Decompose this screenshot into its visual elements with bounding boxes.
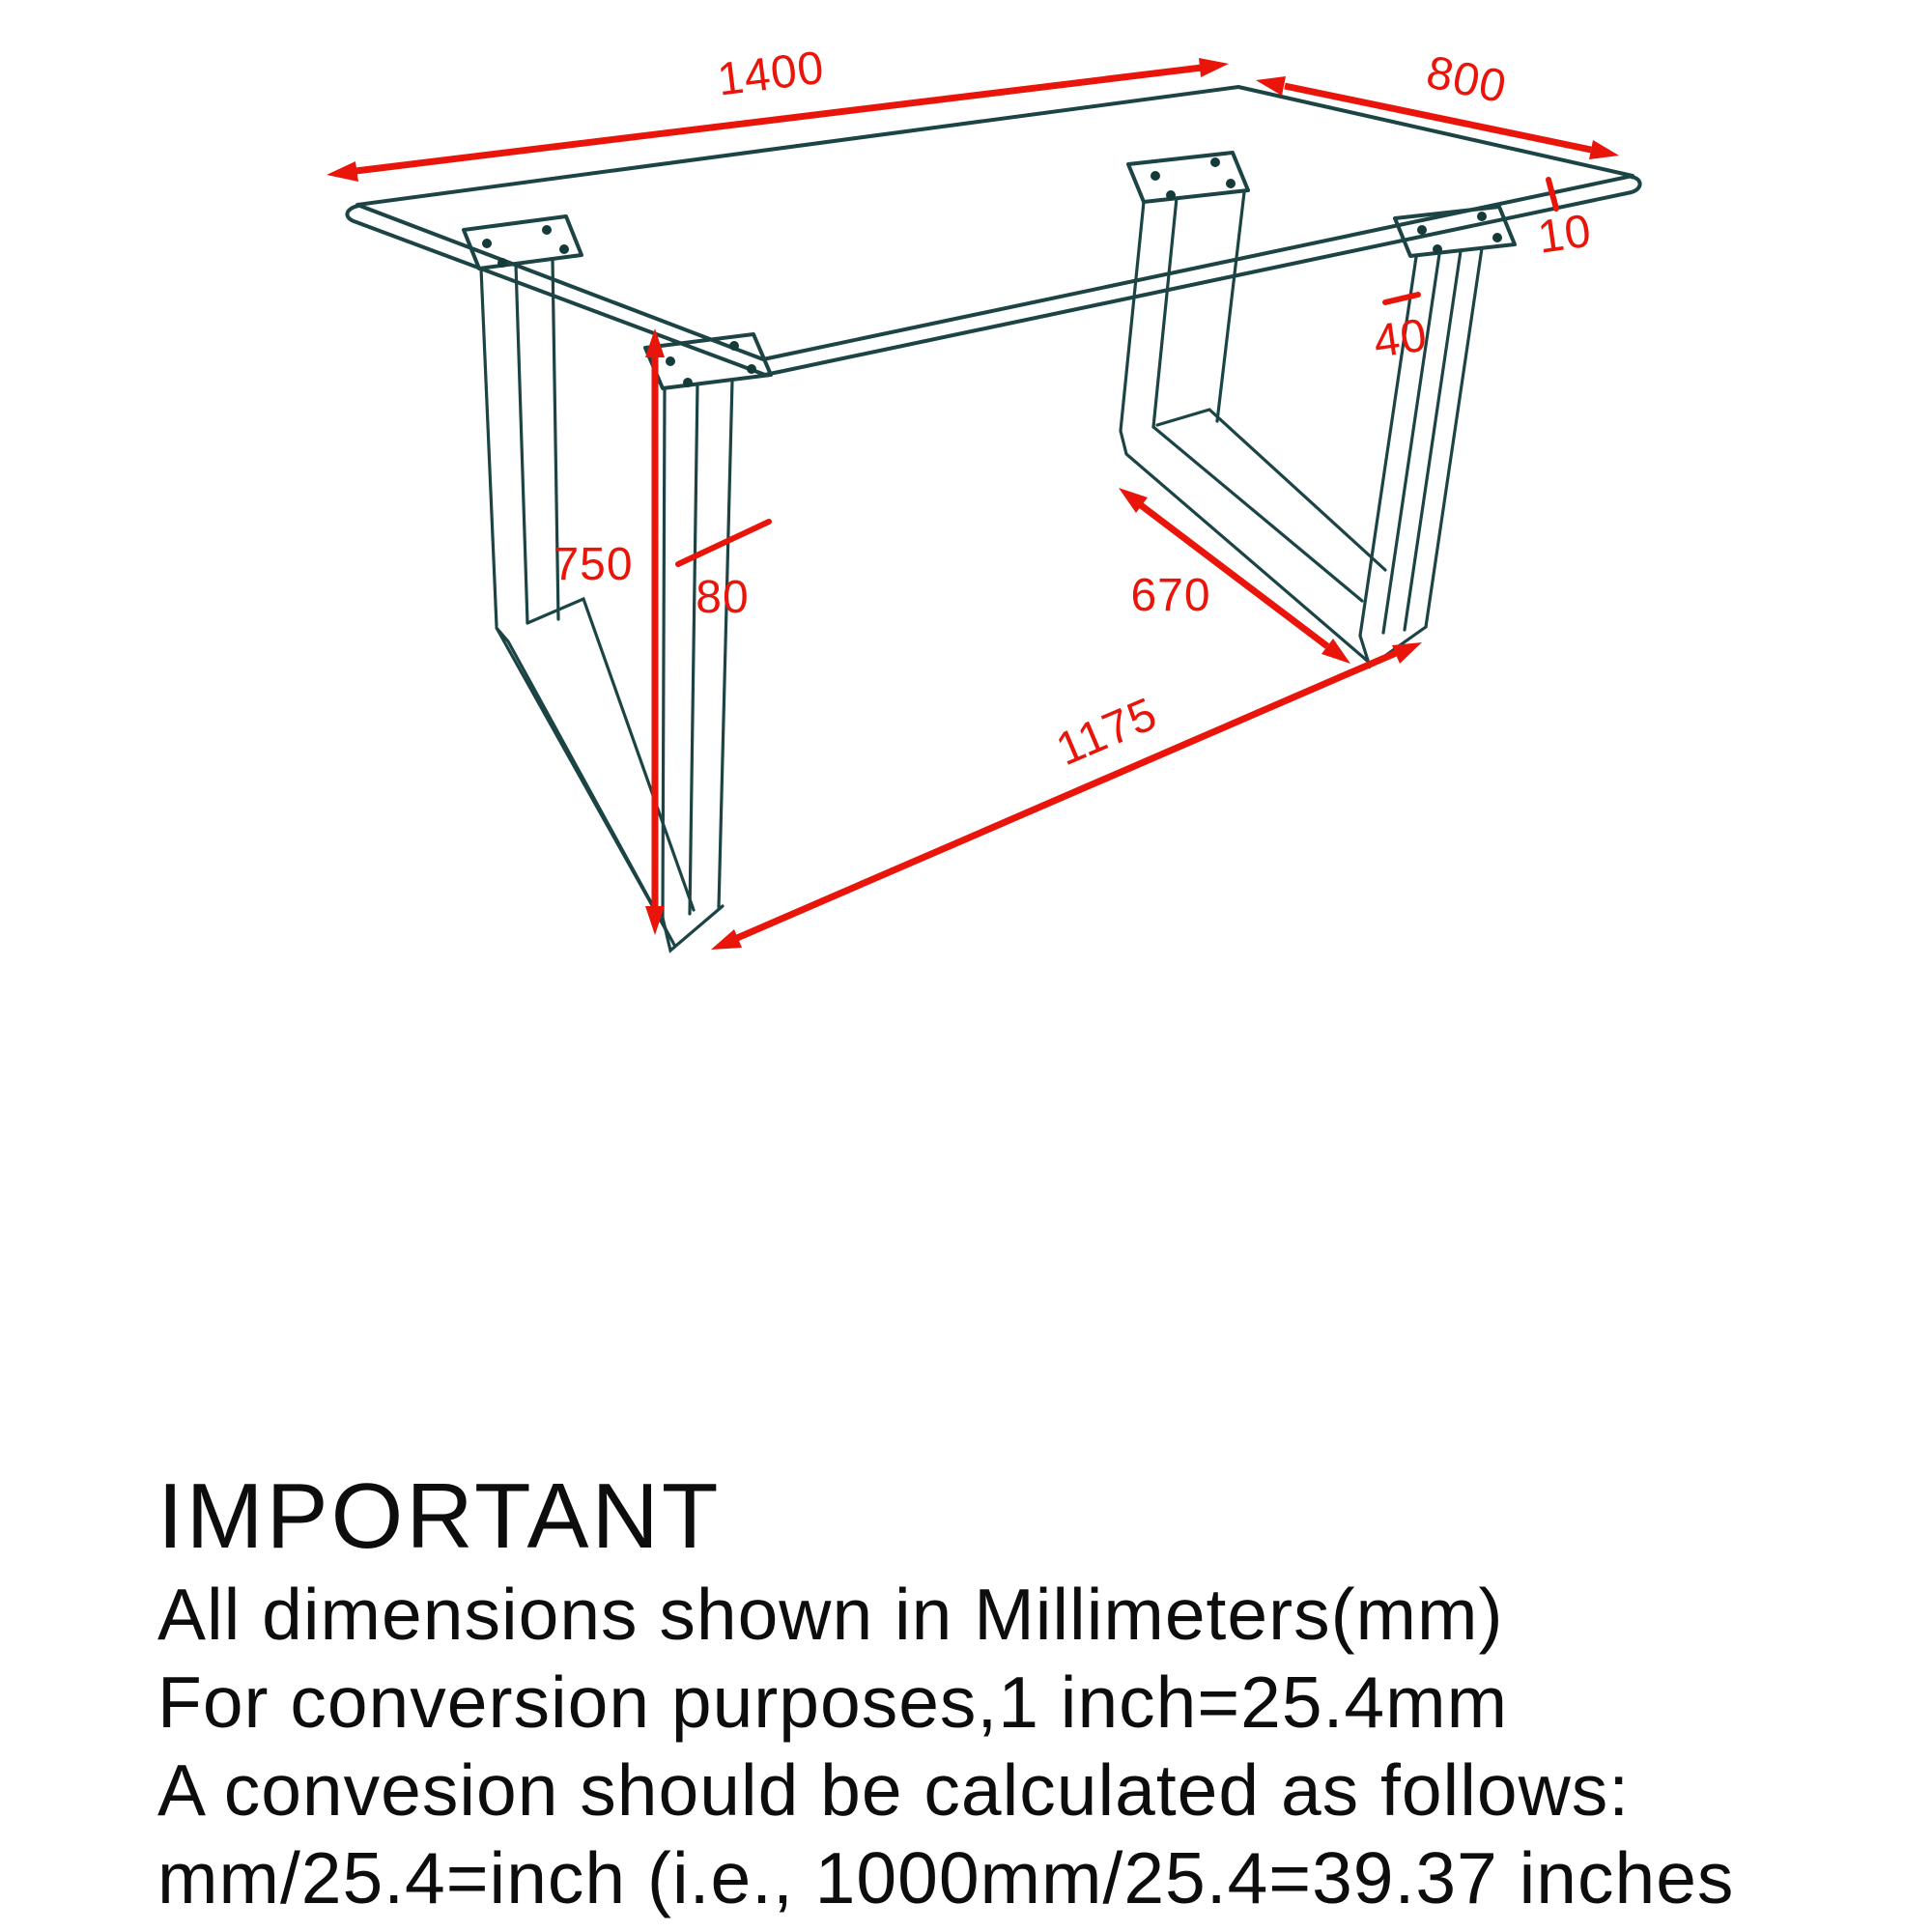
left-rail-inner-edge	[527, 599, 694, 910]
left-front-column	[663, 381, 732, 918]
important-note	[157, 1464, 1734, 1918]
screw-dot	[1210, 157, 1220, 167]
left-back-plate	[464, 216, 582, 269]
arrowhead-icon	[1199, 58, 1229, 77]
screw-dot	[1433, 244, 1442, 254]
screw-dot	[559, 244, 569, 254]
left-bottom-rail	[497, 628, 674, 945]
screw-dot	[482, 239, 492, 248]
dim-diagonal-label: 1175	[1049, 688, 1165, 777]
screw-dot	[729, 341, 739, 351]
dim-tube-width-40	[1371, 295, 1431, 368]
dim-thickness-label: 10	[1534, 205, 1595, 264]
dim-depth-label: 800	[1422, 46, 1512, 114]
screw-dot	[1477, 212, 1487, 221]
screw-dot	[666, 356, 675, 366]
dim-tube-label: 40	[1370, 309, 1431, 368]
note-heading: IMPORTANT	[157, 1464, 722, 1568]
screw-dot	[1492, 233, 1502, 242]
screw-dot	[542, 225, 552, 235]
right-back-column	[1121, 192, 1244, 431]
arrowhead-icon	[327, 161, 358, 182]
arrowhead-icon	[1392, 642, 1422, 664]
note-line-4: mm/25.4=inch (i.e., 1000mm/25.4=39.37 inches	[157, 1837, 1735, 1918]
note-line-2: For conversion purposes,1 inch=25.4mm	[157, 1662, 1509, 1743]
screw-dot	[683, 378, 693, 387]
glass-tabletop	[347, 87, 1639, 375]
dim-height-750	[553, 328, 665, 935]
arrowhead-icon	[711, 929, 742, 950]
screw-dot	[1226, 179, 1236, 188]
dim-tube-tick	[1385, 295, 1418, 302]
dim-column-width-80	[678, 522, 769, 623]
dim-column-leader	[678, 522, 769, 564]
dim-length-label: 1400	[714, 42, 828, 106]
tabletop-top-face	[357, 87, 1633, 359]
dim-height-label: 750	[553, 539, 634, 590]
dim-base-span-670	[1119, 488, 1350, 664]
note-line-1: All dimensions shown in Millimeters(mm)	[157, 1574, 1504, 1655]
screw-dot	[1417, 225, 1427, 235]
screw-dot	[1166, 190, 1176, 200]
note-line-3: A convesion should be calculated as follows:	[157, 1749, 1631, 1831]
left-front-plate	[645, 334, 771, 388]
right-back-plate	[1128, 153, 1248, 202]
left-back-column	[481, 260, 558, 626]
dim-length-1400	[327, 43, 1229, 182]
dim-glass-thickness-10	[1535, 180, 1595, 264]
screw-dot	[1151, 171, 1160, 181]
dim-thickness-tick	[1548, 180, 1556, 209]
dim-diagonal-1175	[711, 642, 1422, 950]
dim-base-span-label: 670	[1130, 570, 1211, 621]
right-front-column	[1360, 248, 1482, 636]
right-bottom-rail	[1121, 427, 1372, 665]
dim-diagonal-line	[737, 653, 1396, 938]
screw-dot	[497, 258, 507, 268]
dim-column-label: 80	[696, 572, 750, 623]
arrowhead-icon	[1589, 140, 1619, 159]
screw-dot	[747, 364, 756, 374]
left-front-foot	[663, 906, 723, 951]
